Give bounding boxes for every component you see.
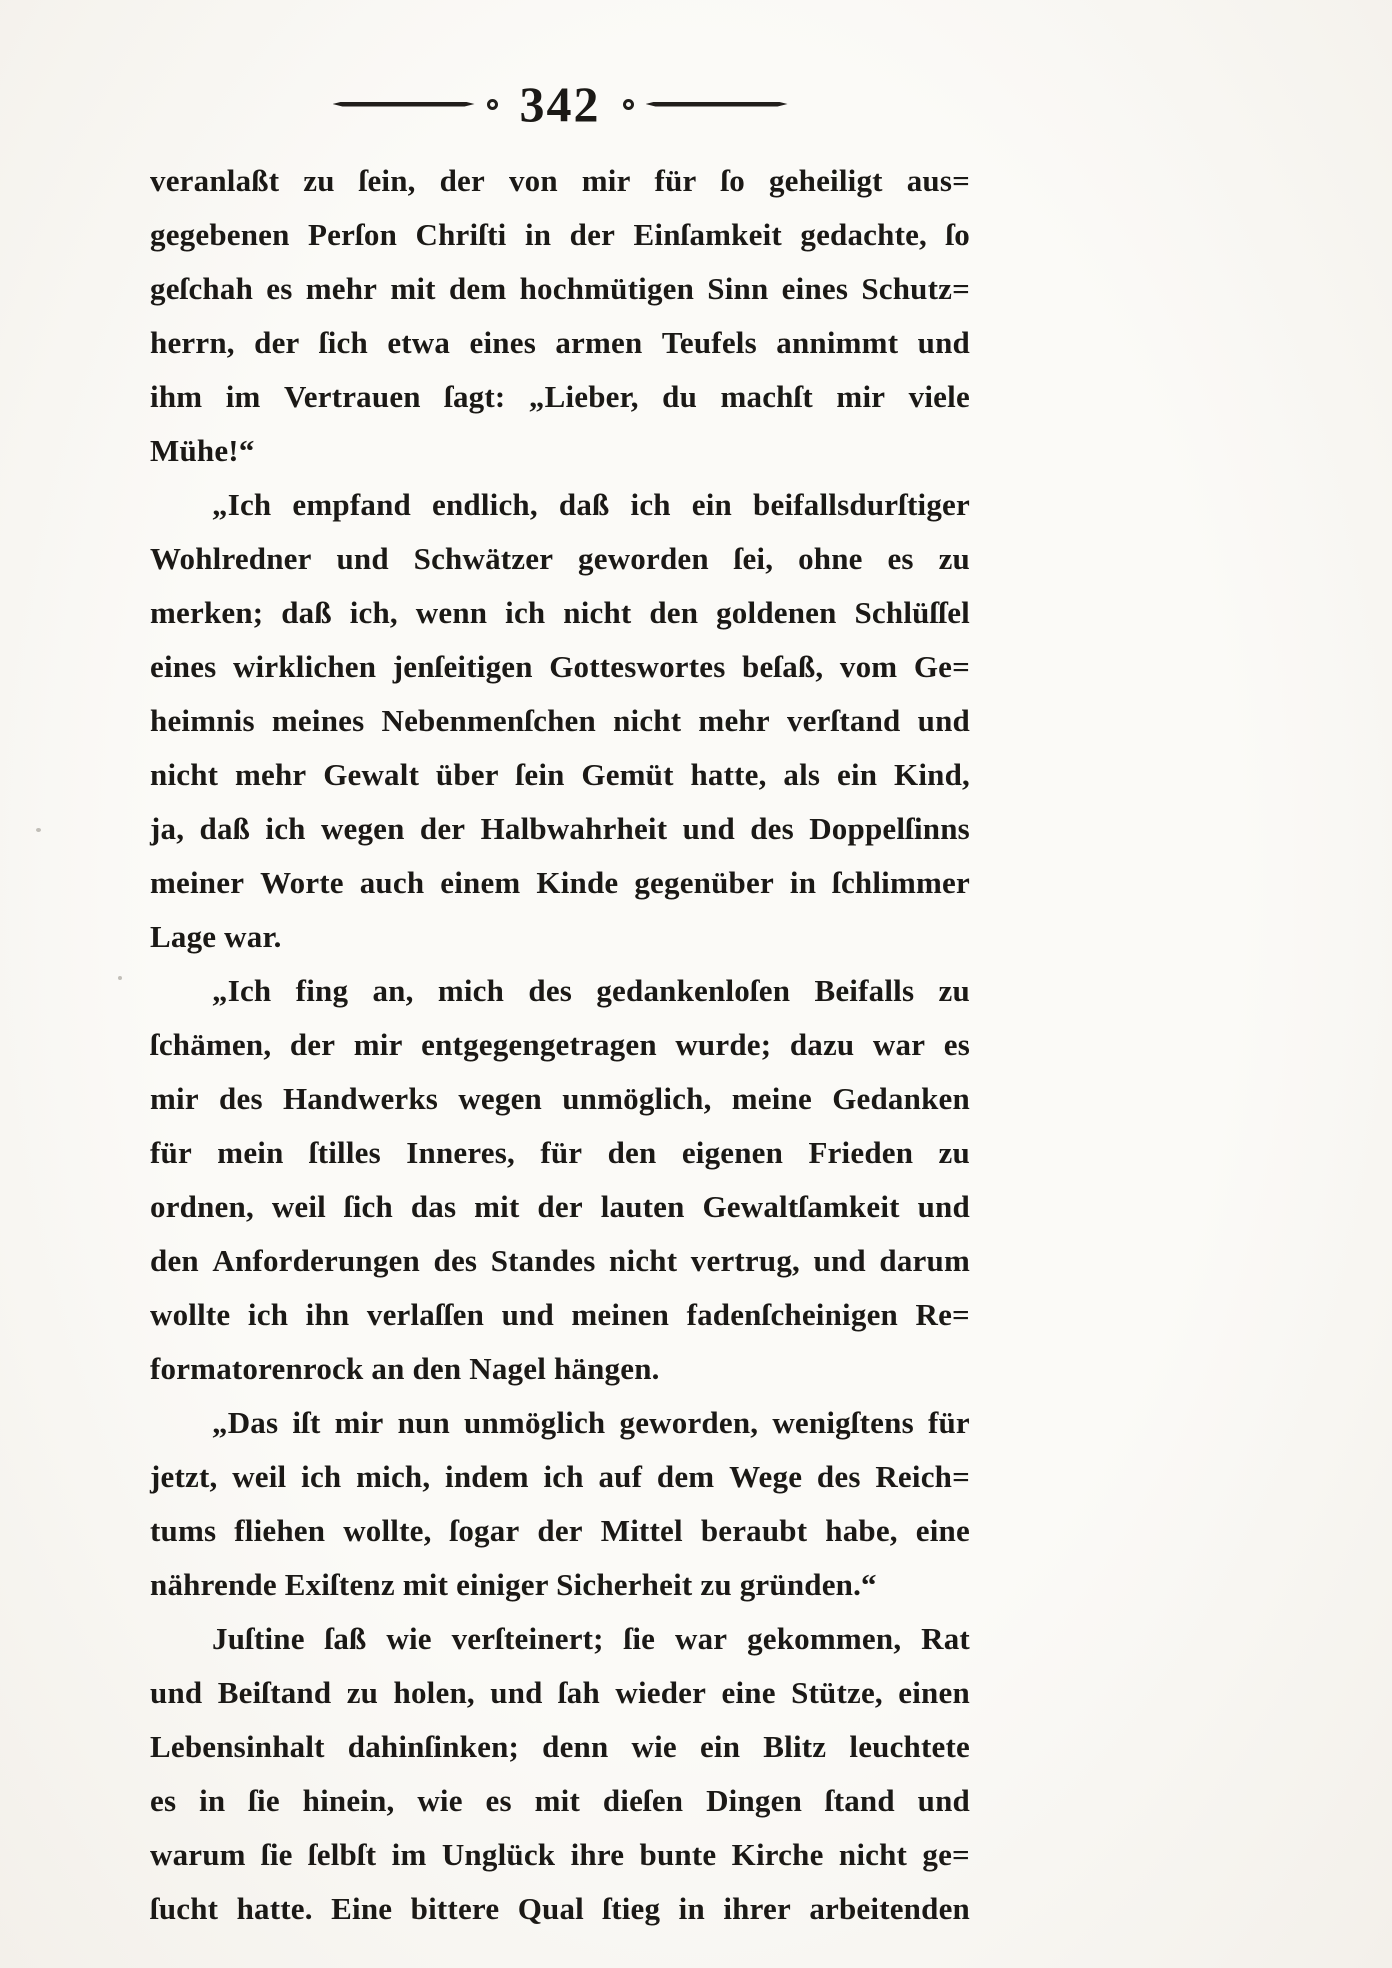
word: ſo bbox=[945, 217, 970, 252]
word: nicht bbox=[150, 757, 219, 792]
word: ſucht bbox=[150, 1891, 219, 1926]
word: verſtand bbox=[786, 703, 901, 738]
word: Beiſtand bbox=[217, 1675, 332, 1710]
word: und bbox=[682, 811, 735, 846]
word: und bbox=[917, 325, 970, 360]
word: „Das bbox=[212, 1405, 279, 1440]
word: indem bbox=[445, 1459, 529, 1494]
word: als bbox=[783, 757, 821, 792]
word: Frieden bbox=[808, 1135, 914, 1170]
text-line bbox=[150, 1504, 970, 1558]
word: machſt bbox=[720, 379, 813, 414]
word: der bbox=[419, 811, 466, 846]
word: Gewaltſamkeit bbox=[702, 1189, 900, 1224]
word: empfand bbox=[292, 487, 411, 522]
word: dem bbox=[656, 1459, 715, 1494]
word: wie bbox=[631, 1729, 677, 1764]
word: mir bbox=[334, 1405, 384, 1440]
word: fing bbox=[295, 973, 349, 1008]
word: Gedanken bbox=[832, 1081, 970, 1116]
ornament-ring-right bbox=[623, 99, 634, 110]
word: ſo bbox=[720, 163, 745, 198]
text-line bbox=[150, 586, 970, 640]
word: Schutz= bbox=[861, 271, 970, 306]
text-line bbox=[150, 262, 970, 316]
paragraph bbox=[150, 154, 970, 478]
word: lauten bbox=[600, 1189, 685, 1224]
word: ſich bbox=[318, 325, 368, 360]
word: ſtieg bbox=[602, 1891, 661, 1926]
text-line bbox=[150, 1126, 970, 1180]
word: bittere bbox=[410, 1891, 500, 1926]
word: über bbox=[435, 757, 499, 792]
word: Unglück bbox=[441, 1837, 556, 1872]
word: ein bbox=[699, 1729, 741, 1764]
word: des bbox=[816, 1459, 861, 1494]
word: und bbox=[917, 703, 970, 738]
word: und bbox=[150, 1675, 203, 1710]
word: ich, bbox=[349, 595, 398, 630]
word: eigenen bbox=[681, 1135, 784, 1170]
text-line bbox=[150, 316, 970, 370]
word: mehr bbox=[235, 757, 307, 792]
text-block bbox=[150, 154, 970, 1936]
word: nicht bbox=[609, 1243, 678, 1278]
word: von bbox=[508, 163, 558, 198]
text-line bbox=[150, 1612, 970, 1666]
word: warum bbox=[150, 1837, 246, 1872]
word: des bbox=[219, 1081, 263, 1116]
word: wegen bbox=[458, 1081, 542, 1116]
text-line bbox=[150, 370, 970, 424]
word: Mittel bbox=[600, 1513, 683, 1548]
word: Gemüt bbox=[581, 757, 674, 792]
text-line bbox=[150, 1774, 970, 1828]
word: leuchtete bbox=[849, 1729, 970, 1764]
word: „Ich bbox=[212, 487, 272, 522]
word: goldenen bbox=[716, 595, 837, 630]
word: einen bbox=[898, 1675, 970, 1710]
text-line: Mühe!“ bbox=[150, 433, 255, 468]
word: wenn bbox=[415, 595, 488, 630]
word: hatte. bbox=[236, 1891, 313, 1926]
word: ohne bbox=[798, 541, 863, 576]
word: für bbox=[927, 1405, 970, 1440]
word: zu bbox=[346, 1675, 379, 1710]
word: Halbwahrheit bbox=[480, 811, 668, 846]
word: zu bbox=[938, 1135, 970, 1170]
text-line bbox=[150, 1666, 970, 1720]
text-line bbox=[150, 1018, 970, 1072]
paragraph bbox=[150, 1612, 970, 1936]
word: ihrer bbox=[723, 1891, 791, 1926]
word: Handwerks bbox=[282, 1081, 439, 1116]
word: und bbox=[336, 541, 389, 576]
word: nicht bbox=[613, 703, 682, 738]
word: nun bbox=[397, 1405, 450, 1440]
text-line bbox=[150, 1072, 970, 1126]
word: ſchlimmer bbox=[832, 865, 970, 900]
word: meine bbox=[731, 1081, 812, 1116]
word: veranlaßt bbox=[150, 163, 280, 198]
word: mit bbox=[474, 1189, 520, 1224]
word: dem bbox=[448, 271, 507, 306]
word: mich, bbox=[356, 1459, 431, 1494]
word: holen, bbox=[393, 1675, 475, 1710]
word: mir bbox=[150, 1081, 199, 1116]
word: verlaſſen bbox=[366, 1297, 485, 1332]
word: daß bbox=[281, 595, 332, 630]
word: wollte, bbox=[343, 1513, 432, 1548]
word: gedankenloſen bbox=[596, 973, 791, 1008]
word: gegenüber bbox=[634, 865, 774, 900]
word: in bbox=[678, 1891, 705, 1926]
word: war bbox=[674, 1621, 728, 1656]
word: für bbox=[654, 163, 697, 198]
word: den bbox=[150, 1243, 199, 1278]
word: fliehen bbox=[234, 1513, 326, 1548]
word: Gewalt bbox=[323, 757, 420, 792]
text-line bbox=[150, 1396, 970, 1450]
word: jenſeitigen bbox=[392, 649, 533, 684]
word: beſaß, bbox=[742, 649, 824, 684]
word: ihre bbox=[570, 1837, 625, 1872]
word: der bbox=[439, 163, 485, 198]
text-line bbox=[150, 208, 970, 262]
word: im bbox=[391, 1837, 427, 1872]
word: zu bbox=[938, 973, 970, 1008]
word: ſogar bbox=[449, 1513, 520, 1548]
text-line bbox=[150, 964, 970, 1018]
word: ſagt: bbox=[444, 379, 506, 414]
word: ein bbox=[691, 487, 732, 522]
word: Perſon bbox=[308, 217, 398, 252]
scan-speck bbox=[118, 976, 122, 980]
word: hatte, bbox=[690, 757, 767, 792]
text-line: Lage war. bbox=[150, 919, 282, 954]
word: für bbox=[150, 1135, 192, 1170]
word: ſein bbox=[515, 757, 565, 792]
text-line bbox=[150, 748, 970, 802]
word: beifallsdurſtiger bbox=[753, 487, 970, 522]
word: nicht bbox=[563, 595, 632, 630]
word: Wege bbox=[729, 1459, 803, 1494]
word: des bbox=[750, 811, 794, 846]
word: in bbox=[789, 865, 817, 900]
word: jetzt, bbox=[150, 1459, 218, 1494]
word: daß bbox=[199, 811, 251, 846]
word: Worte bbox=[260, 865, 344, 900]
word: bunte bbox=[639, 1837, 717, 1872]
word: nicht bbox=[838, 1837, 908, 1872]
word: und bbox=[917, 1783, 970, 1818]
word: Teufels bbox=[661, 325, 757, 360]
word: der bbox=[569, 217, 616, 252]
word: vertrug, bbox=[690, 1243, 800, 1278]
word: ſein, bbox=[358, 163, 416, 198]
word: in bbox=[524, 217, 552, 252]
text-line bbox=[150, 1234, 970, 1288]
word: fadenſcheinigen bbox=[686, 1297, 898, 1332]
word: an, bbox=[372, 973, 414, 1008]
word: wie bbox=[386, 1621, 432, 1656]
word: dazu bbox=[789, 1027, 855, 1062]
word: tums bbox=[150, 1513, 217, 1548]
word: Re= bbox=[915, 1297, 970, 1332]
word: Vertrauen bbox=[284, 379, 421, 414]
word: ordnen, bbox=[150, 1189, 254, 1224]
word: weil bbox=[232, 1459, 287, 1494]
paragraph bbox=[150, 964, 970, 1396]
word: Ge= bbox=[913, 649, 970, 684]
word: Reich= bbox=[875, 1459, 970, 1494]
word: beraubt bbox=[700, 1513, 808, 1548]
word: annimmt bbox=[776, 325, 899, 360]
word: Gotteswortes bbox=[549, 649, 726, 684]
word: Doppelſinns bbox=[809, 811, 970, 846]
word: hochmütigen bbox=[519, 271, 695, 306]
word: und bbox=[813, 1243, 866, 1278]
word: wurde; bbox=[675, 1027, 772, 1062]
word: aus= bbox=[906, 163, 970, 198]
word: vom bbox=[839, 649, 898, 684]
word: es bbox=[943, 1027, 970, 1062]
word: ihm bbox=[150, 379, 203, 414]
word: arbeitenden bbox=[809, 1891, 970, 1926]
word: es bbox=[887, 541, 914, 576]
word: ge= bbox=[922, 1837, 970, 1872]
word: Stütze, bbox=[791, 1675, 883, 1710]
word: gekommen, bbox=[747, 1621, 902, 1656]
word: Nebenmenſchen bbox=[381, 703, 596, 738]
word: wenigſtens bbox=[772, 1405, 914, 1440]
word: armen bbox=[555, 325, 643, 360]
word: ſich bbox=[343, 1189, 393, 1224]
word: ich bbox=[505, 595, 546, 630]
word: es bbox=[150, 1783, 177, 1818]
word: Qual bbox=[517, 1891, 584, 1926]
word: und bbox=[501, 1297, 554, 1332]
word: wie bbox=[417, 1783, 463, 1818]
word: für bbox=[540, 1135, 583, 1170]
word: der bbox=[537, 1189, 583, 1224]
word: verſteinert; bbox=[451, 1621, 604, 1656]
word: gegebenen bbox=[150, 217, 290, 252]
word: ſie bbox=[623, 1621, 656, 1656]
word: war bbox=[872, 1027, 926, 1062]
word: es bbox=[485, 1783, 512, 1818]
word: du bbox=[662, 379, 698, 414]
word: Anforderungen bbox=[212, 1243, 420, 1278]
word: Sinn bbox=[707, 271, 769, 306]
word: dahinſinken; bbox=[347, 1729, 520, 1764]
word: des bbox=[433, 1243, 478, 1278]
word: zu bbox=[303, 163, 335, 198]
word: ſtilles bbox=[308, 1135, 381, 1170]
word: ſie bbox=[261, 1837, 293, 1872]
word: wegen bbox=[320, 811, 405, 846]
word: der bbox=[537, 1513, 583, 1548]
word: mir bbox=[353, 1027, 403, 1062]
word: Einſamkeit bbox=[633, 217, 782, 252]
word: mehr bbox=[698, 703, 770, 738]
word: meines bbox=[271, 703, 365, 738]
word: den bbox=[607, 1135, 657, 1170]
word: wieder bbox=[615, 1675, 707, 1710]
word: entgegengetragen bbox=[421, 1027, 657, 1062]
word: mehr bbox=[305, 271, 378, 306]
word: iſt bbox=[292, 1405, 321, 1440]
word: einem bbox=[440, 865, 521, 900]
word: ein bbox=[836, 757, 878, 792]
word: unmöglich bbox=[464, 1405, 606, 1440]
text-line bbox=[150, 640, 970, 694]
word: darum bbox=[879, 1243, 970, 1278]
word: ich bbox=[543, 1459, 584, 1494]
word: ſie bbox=[248, 1783, 280, 1818]
text-line bbox=[150, 1450, 970, 1504]
word: ſei, bbox=[733, 541, 774, 576]
word: mir bbox=[836, 379, 886, 414]
word: Wohlredner bbox=[150, 541, 312, 576]
word: Kinde bbox=[536, 865, 619, 900]
word: Schwätzer bbox=[413, 541, 554, 576]
word: Chriſti bbox=[415, 217, 507, 252]
word: der bbox=[289, 1027, 336, 1062]
text-line bbox=[150, 1828, 970, 1882]
word: unmöglich, bbox=[562, 1081, 712, 1116]
word: mein bbox=[217, 1135, 284, 1170]
word: ſaß bbox=[324, 1621, 367, 1656]
ornament-rule-left bbox=[333, 102, 475, 107]
word: ſelbſt bbox=[307, 1837, 377, 1872]
word: im bbox=[225, 379, 261, 414]
word: Standes bbox=[490, 1243, 596, 1278]
word: merken; bbox=[150, 595, 264, 630]
text-line bbox=[150, 1882, 970, 1936]
word: ich bbox=[265, 811, 306, 846]
word: Lebensinhalt bbox=[150, 1729, 325, 1764]
word: zu bbox=[938, 541, 970, 576]
word: gedachte, bbox=[800, 217, 928, 252]
word: Kirche bbox=[731, 1837, 824, 1872]
word: den bbox=[649, 595, 699, 630]
word: Schlüſſel bbox=[854, 595, 970, 630]
paragraph bbox=[150, 1396, 970, 1612]
word: das bbox=[410, 1189, 457, 1224]
word: ihn bbox=[305, 1297, 350, 1332]
word: und bbox=[490, 1675, 543, 1710]
text-line: nährende Exiſtenz mit einiger Sicherheit zu gründen.“ bbox=[150, 1567, 877, 1602]
word: ſtand bbox=[824, 1783, 895, 1818]
word: ſchämen, bbox=[150, 1027, 272, 1062]
word: heimnis bbox=[150, 703, 255, 738]
text-line bbox=[150, 532, 970, 586]
word: Blitz bbox=[763, 1729, 827, 1764]
word: eines bbox=[469, 325, 536, 360]
word: mich bbox=[437, 973, 505, 1008]
word: Kind, bbox=[894, 757, 970, 792]
scan-speck bbox=[36, 828, 41, 832]
text-line bbox=[150, 154, 970, 208]
word: denn bbox=[542, 1729, 609, 1764]
word: etwa bbox=[387, 325, 451, 360]
word: geſchah bbox=[150, 271, 254, 306]
word: mit bbox=[534, 1783, 580, 1818]
word: eines bbox=[150, 649, 217, 684]
word: auf bbox=[598, 1459, 643, 1494]
page-header bbox=[150, 78, 970, 130]
text-line bbox=[150, 1180, 970, 1234]
word: des bbox=[528, 973, 573, 1008]
ornament-rule-right bbox=[646, 102, 788, 107]
word: mir bbox=[581, 163, 631, 198]
word: viele bbox=[908, 379, 970, 414]
word: wirklichen bbox=[232, 649, 377, 684]
word: „Ich bbox=[212, 973, 272, 1008]
word: eines bbox=[781, 271, 849, 306]
word: der bbox=[254, 325, 300, 360]
word: weil bbox=[271, 1189, 326, 1224]
word: ja, bbox=[150, 811, 185, 846]
word: habe, bbox=[825, 1513, 898, 1548]
text-line bbox=[150, 694, 970, 748]
word: in bbox=[199, 1783, 226, 1818]
word: herrn, bbox=[150, 325, 235, 360]
word: hinein, bbox=[302, 1783, 395, 1818]
text-line bbox=[150, 1288, 970, 1342]
word: „Lieber, bbox=[528, 379, 639, 414]
text-line bbox=[150, 478, 970, 532]
word: meinen bbox=[571, 1297, 670, 1332]
word: wollte bbox=[150, 1297, 231, 1332]
word: und bbox=[917, 1189, 970, 1224]
word: eine bbox=[915, 1513, 970, 1548]
word: ich bbox=[247, 1297, 289, 1332]
paragraph bbox=[150, 478, 970, 964]
word: geworden bbox=[578, 541, 709, 576]
text-line bbox=[150, 1720, 970, 1774]
page-number: 342 bbox=[519, 76, 601, 132]
word: eine bbox=[721, 1675, 776, 1710]
word: Eine bbox=[331, 1891, 393, 1926]
word: geheiligt bbox=[768, 163, 883, 198]
ornament-ring-left bbox=[487, 99, 498, 110]
text-line bbox=[150, 802, 970, 856]
word: Dingen bbox=[706, 1783, 803, 1818]
word: meiner bbox=[150, 865, 245, 900]
word: dieſen bbox=[602, 1783, 684, 1818]
word: Rat bbox=[921, 1621, 970, 1656]
word: Inneres, bbox=[406, 1135, 515, 1170]
text-line: formatorenrock an den Nagel hängen. bbox=[150, 1351, 660, 1386]
word: es bbox=[266, 271, 293, 306]
word: auch bbox=[359, 865, 425, 900]
word: mit bbox=[390, 271, 436, 306]
word: Beifalls bbox=[814, 973, 915, 1008]
word: Juſtine bbox=[212, 1621, 305, 1656]
word: daß bbox=[558, 487, 610, 522]
word: ſah bbox=[557, 1675, 600, 1710]
word: ich bbox=[630, 487, 671, 522]
word: endlich, bbox=[432, 487, 538, 522]
word: geworden, bbox=[619, 1405, 759, 1440]
word: ich bbox=[301, 1459, 342, 1494]
text-line bbox=[150, 856, 970, 910]
